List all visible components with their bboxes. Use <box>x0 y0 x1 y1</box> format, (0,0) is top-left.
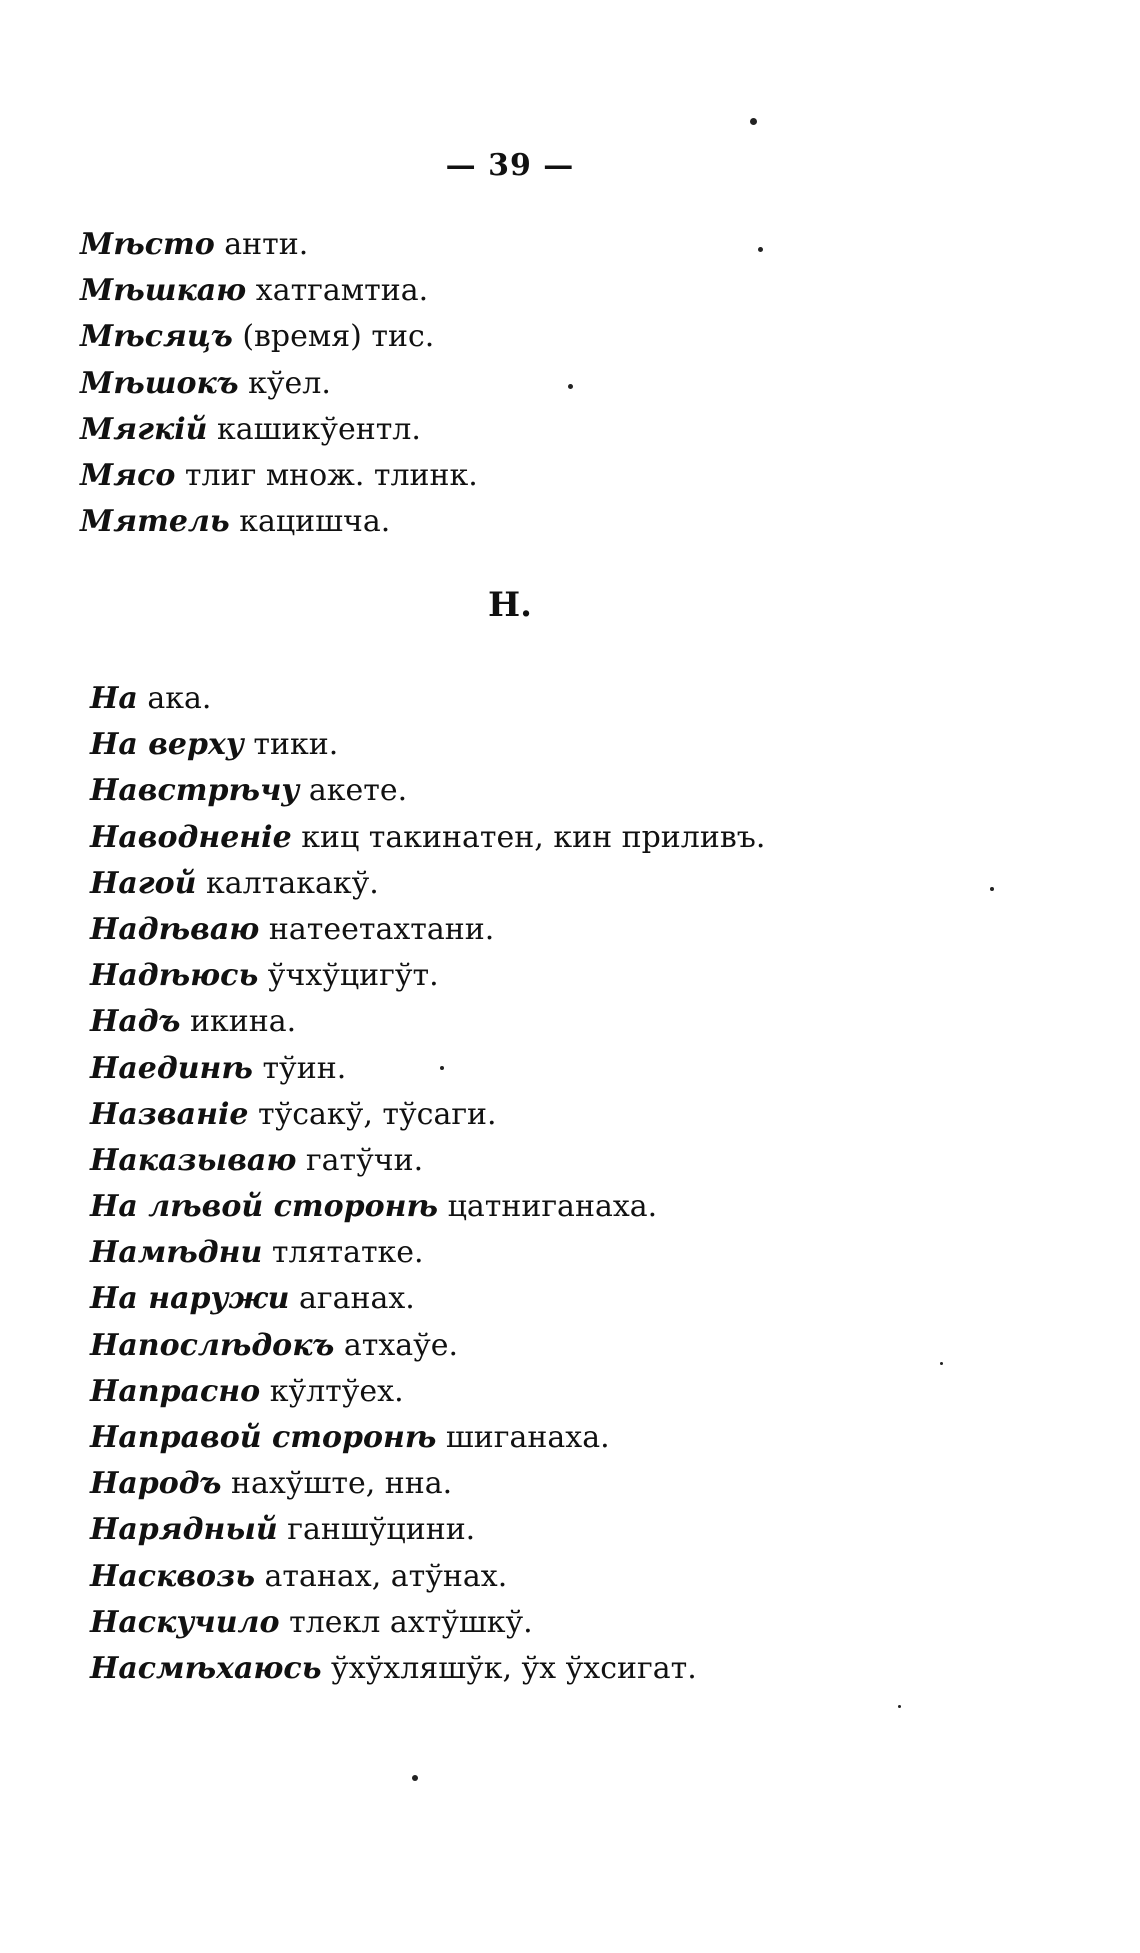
russian-word: На наружи <box>90 1281 290 1317</box>
native-translation: кашикўентл. <box>217 411 421 447</box>
dictionary-entry <box>90 1276 765 1322</box>
native-translation: ўчхўцигўт. <box>267 958 439 994</box>
native-translation: (время) тис. <box>242 319 435 355</box>
native-translation: тлиг множ. тлинк. <box>184 457 478 493</box>
native-translation: атанах, атўнах. <box>264 1558 508 1594</box>
dictionary-entry <box>90 1138 765 1184</box>
dictionary-entry <box>90 722 765 768</box>
dictionary-entry <box>90 1092 765 1138</box>
dictionary-entry <box>80 222 478 268</box>
scan-speck <box>440 1066 444 1070</box>
dictionary-entry <box>90 1461 765 1507</box>
dictionary-entry <box>80 268 478 314</box>
russian-word: Нагой <box>90 865 197 901</box>
russian-word: Насмѣхаюсь <box>90 1650 322 1686</box>
russian-word: Напрасно <box>90 1373 261 1409</box>
dictionary-entry <box>90 1600 765 1646</box>
dictionary-section-n <box>90 676 765 1692</box>
dictionary-entry <box>80 361 478 407</box>
native-translation: тлятатке. <box>271 1235 424 1271</box>
native-translation: кўел. <box>248 365 331 401</box>
dictionary-entry <box>90 953 765 999</box>
dictionary-entry <box>90 861 765 907</box>
native-translation: гатўчи. <box>305 1142 424 1178</box>
russian-word: Наскучило <box>90 1604 280 1640</box>
native-translation: ўхўхляшўк, ўх ўхсигат. <box>331 1650 697 1686</box>
russian-word: Названіе <box>90 1096 249 1132</box>
russian-word: Надѣюсь <box>90 958 259 994</box>
dictionary-entry <box>90 907 765 953</box>
russian-word: Наказываю <box>90 1142 297 1178</box>
dictionary-entry <box>90 1646 765 1692</box>
dictionary-entry <box>90 999 765 1045</box>
native-translation: анти. <box>224 227 309 262</box>
scan-speck <box>568 384 573 389</box>
scan-speck <box>758 247 763 252</box>
scan-speck <box>898 1705 901 1708</box>
dictionary-entry <box>90 676 765 722</box>
dictionary-entry <box>90 815 765 861</box>
scan-speck <box>990 887 994 891</box>
dictionary-entry <box>90 1507 765 1553</box>
russian-word: Навстрѣчу <box>90 773 300 809</box>
russian-word: Нарядный <box>90 1512 278 1548</box>
native-translation: кўлтўех. <box>269 1373 404 1409</box>
section-letter: Н. <box>488 585 532 625</box>
russian-word: На верху <box>90 727 244 763</box>
scan-speck <box>412 1775 418 1781</box>
native-translation: атхаўе. <box>343 1327 459 1363</box>
native-translation: аганах. <box>299 1281 415 1317</box>
native-translation: хатгамтиа. <box>255 273 429 309</box>
russian-word: Народъ <box>90 1466 222 1502</box>
dictionary-entry <box>80 314 478 360</box>
dictionary-section-m <box>80 222 478 545</box>
dictionary-entry <box>90 1323 765 1369</box>
russian-word: Насквозь <box>90 1558 255 1594</box>
russian-word: Наводненіе <box>90 819 292 855</box>
native-translation: киц такинатен, кин приливъ. <box>301 819 766 855</box>
russian-word: На лѣвой сторонѣ <box>90 1189 439 1225</box>
dictionary-entry <box>90 1415 765 1461</box>
native-translation: тўин. <box>262 1050 347 1086</box>
native-translation: натеетахтани. <box>268 911 495 947</box>
dictionary-entry <box>90 1046 765 1092</box>
native-translation: калтакакў. <box>206 865 379 901</box>
russian-word: Намѣдни <box>90 1235 263 1271</box>
dictionary-entry <box>90 1184 765 1230</box>
russian-word: На <box>90 681 138 716</box>
native-translation: икина. <box>190 1004 297 1040</box>
dictionary-entry <box>80 499 478 545</box>
russian-word: Мягкій <box>80 411 208 447</box>
dictionary-entry <box>80 407 478 453</box>
native-translation: шиганаха. <box>445 1420 610 1455</box>
native-translation: акете. <box>308 773 408 809</box>
native-translation: ганшўцини. <box>287 1512 476 1548</box>
russian-word: Направой сторонѣ <box>90 1420 437 1455</box>
russian-word: Мясо <box>80 457 176 493</box>
dictionary-entry <box>90 1554 765 1600</box>
russian-word: Мѣшкаю <box>80 273 247 309</box>
russian-word: Надѣваю <box>90 911 260 947</box>
russian-word: Надъ <box>90 1004 181 1040</box>
dictionary-entry <box>90 1230 765 1276</box>
dictionary-entry <box>80 453 478 499</box>
russian-word: Мятель <box>80 504 230 540</box>
native-translation: тўсакў, тўсаги. <box>257 1096 497 1132</box>
native-translation: кацишча. <box>239 504 391 540</box>
native-translation: нахўште, нна. <box>231 1466 453 1502</box>
russian-word: Наединѣ <box>90 1050 253 1086</box>
russian-word: Мѣсто <box>80 227 215 262</box>
dictionary-entry <box>90 1369 765 1415</box>
page-number: — 39 — <box>445 148 575 183</box>
russian-word: Напослѣдокъ <box>90 1327 335 1363</box>
scan-speck <box>940 1362 943 1365</box>
scan-speck <box>750 118 757 125</box>
russian-word: Мѣшокъ <box>80 365 239 401</box>
native-translation: цатниганаха. <box>447 1189 658 1225</box>
native-translation: тики. <box>253 727 339 763</box>
native-translation: ака. <box>147 681 212 716</box>
native-translation: тлекл ахтўшкў. <box>289 1604 533 1640</box>
dictionary-entry <box>90 768 765 814</box>
russian-word: Мѣсяцъ <box>80 319 233 355</box>
